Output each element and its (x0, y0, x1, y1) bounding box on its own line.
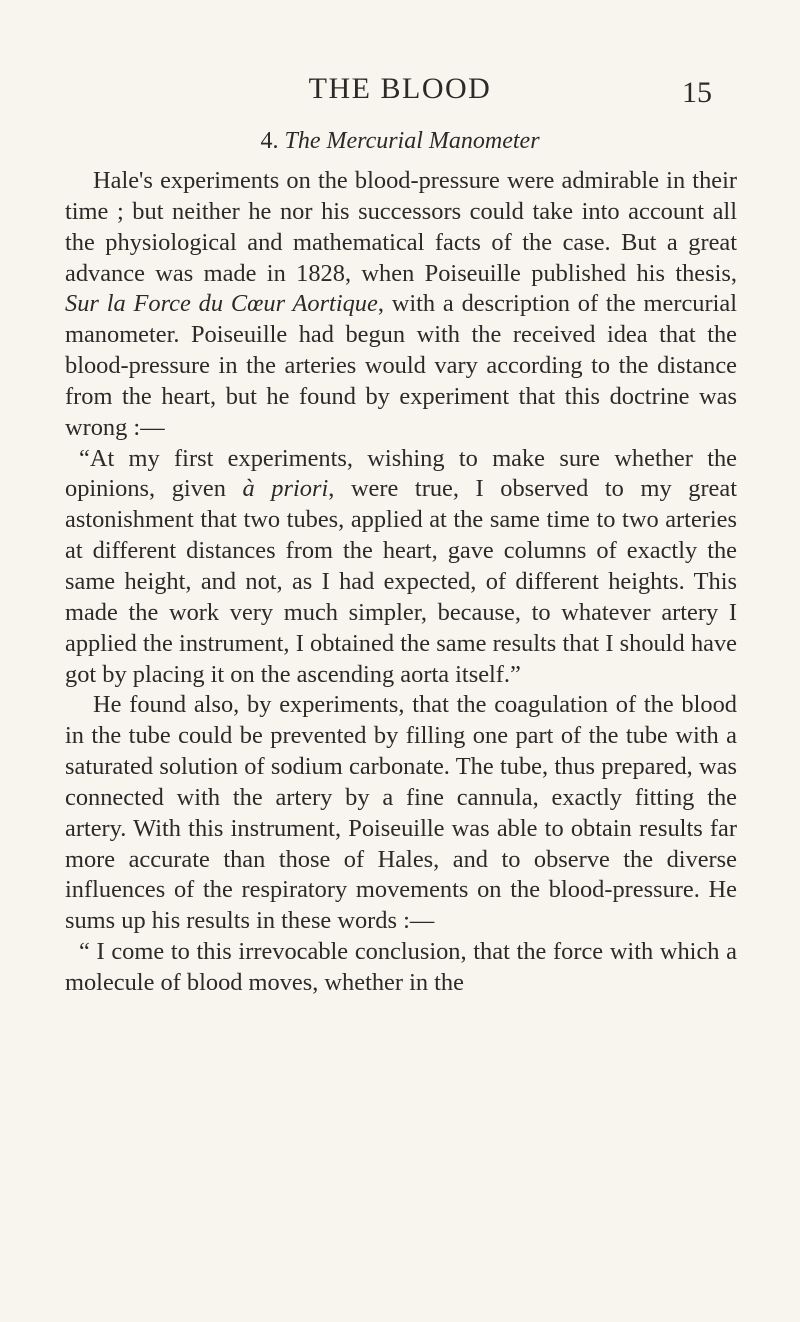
paragraph-2-quote (65, 444, 737, 691)
running-title: THE BLOOD (308, 72, 492, 105)
section-number: 4. (260, 128, 279, 154)
paragraph-4-quote: “ I come to this irrevocable conclusion, that the force with which a molecule of blood moves, whether in the (65, 938, 737, 996)
section-title: The Mercurial Manometer (284, 128, 540, 154)
paragraph-1-text-c: , with a description of the mercurial manometer. Poiseuille had begun with the received idea that the blood-pressure in the arteries would vary according to the distance from the heart, but he found by experiment that this doctrine was wrong :— (65, 290, 737, 441)
page-number: 15 (682, 76, 712, 109)
paragraph-2-text-c: , were true, I observed to my great astonishment that two tubes, applied at the same time to two arteries at different distances from the heart, gave columns of exactly the same height, and not, as I had expected, of different heights. This made the work very much simpler, because, to whatever artery I applied the instrument, I obtained the same results that I should have got by placing it on the ascending aorta itself.” (65, 475, 737, 688)
paragraph-2-text-a: “At my first experiments, wishing to make sure whether the opinions, given (65, 444, 737, 503)
section-heading (0, 124, 800, 158)
thesis-title: Sur la Force du Cœur Aortique (65, 290, 378, 318)
paragraph-1-text-a: Hale's experiments on the blood-pressure were admirable in their time ; but neither he nor his successors could take into account all the physiological and mathematical facts of the case. But a great advance was made in 1828, when Poiseuille published his thesis, (65, 167, 737, 287)
body-text (65, 166, 737, 999)
paragraph-1 (65, 166, 737, 444)
a-priori-phrase: à priori (242, 475, 329, 503)
paragraph-3: He found also, by experiments, that the coagulation of the blood in the tube could be prevented by filling one part of the tube with a saturated solution of sodium carbonate. The tube, thus prepared, was connected with the artery by a fine cannula, exactly fitting the artery. With this instrument, Poiseuille was able to obtain results far more accurate than those of Hales, and to observe the diverse influences of the respiratory movements on the blood-pressure. He sums up his results in these words :— (65, 691, 737, 935)
running-head (0, 72, 800, 109)
